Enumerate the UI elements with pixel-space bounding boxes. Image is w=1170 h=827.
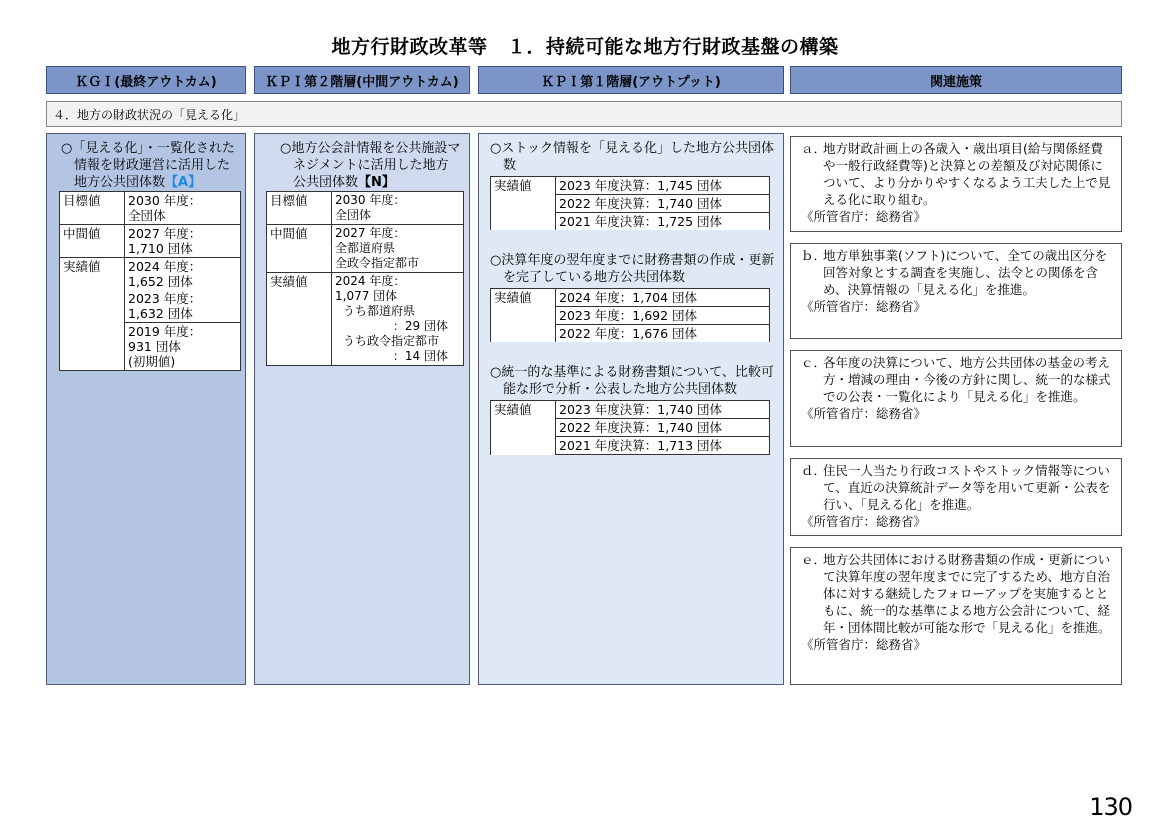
kgi-text: ○「見える化」・一覧化された情報を財政運営に活用した地方公共団体数 bbox=[61, 141, 235, 190]
measure-box-c bbox=[790, 350, 1122, 447]
actual-label: 実績値 bbox=[491, 401, 556, 455]
measure-ministry: 《所管省庁：総務省》 bbox=[801, 406, 927, 421]
table-row bbox=[267, 192, 464, 225]
actual-label: 実績値 bbox=[491, 289, 556, 343]
table-row bbox=[491, 289, 770, 307]
measure-ministry: 《所管省庁：総務省》 bbox=[801, 637, 927, 652]
kpi1-text: ○ストック情報を「見える化」した地方公共団体数 bbox=[490, 141, 774, 173]
mid-label: 中間値 bbox=[267, 225, 332, 273]
actual-value: 2021 年度決算：1,713 団体 bbox=[556, 437, 770, 455]
measure-text: 各年度の決算について、地方公共団体の基金の考え方・増減の理由・今後の方針に関し、統一的な様式での公表・一覧化により「見える化」を推進。 bbox=[823, 355, 1111, 404]
page-title: 地方行財政改革等 １．持続可能な地方行財政基盤の構築 bbox=[331, 36, 839, 58]
kpi1-item bbox=[490, 140, 778, 230]
section-title: ４．地方の財政状況の「見える化」 bbox=[46, 101, 1122, 127]
measure-ministry: 《所管省庁：総務省》 bbox=[801, 299, 927, 314]
measure-box-d bbox=[790, 458, 1122, 536]
measure-letter: ａ． bbox=[801, 141, 827, 156]
kpi1-item bbox=[490, 252, 778, 342]
kgi-column bbox=[46, 133, 246, 685]
kpi2-description bbox=[280, 140, 461, 191]
table-row bbox=[491, 177, 770, 195]
actual-value: 2023 年度決算：1,740 団体 bbox=[556, 401, 770, 419]
kpi1-column bbox=[478, 133, 784, 685]
measure-ministry: 《所管省庁：総務省》 bbox=[801, 514, 927, 529]
actual-value: 2021 年度決算：1,725 団体 bbox=[556, 213, 770, 231]
actual-value: 2022 年度決算：1,740 団体 bbox=[556, 195, 770, 213]
actual-value: 2022 年度決算：1,740 団体 bbox=[556, 419, 770, 437]
kpi1-table bbox=[490, 288, 770, 342]
actual-value: 2023 年度： 1,632 団体 bbox=[125, 290, 241, 323]
measure-letter: ｄ． bbox=[801, 463, 827, 478]
measure-letter: ｂ． bbox=[801, 248, 827, 263]
table-row bbox=[267, 273, 464, 366]
measure-box-e bbox=[790, 547, 1122, 685]
measure-text: 地方公共団体における財務書類の作成・更新について決算年度の翌年度までに完了するため、地方自治体に対する継続したフォローアップを実施するとともに、統一的な基準による地方公会計について、経年・団体間比較が可能な形で「見える化」を推進。 bbox=[823, 552, 1111, 635]
mid-value: 2027 年度： 1,710 団体 bbox=[125, 225, 241, 258]
kpi1-table bbox=[490, 176, 770, 230]
measure-text: 住民一人当たり行政コストやストック情報等について、直近の決算統計データ等を用いて更新・公表を行い、「見える化」を推進。 bbox=[823, 463, 1111, 512]
table-row bbox=[60, 225, 241, 258]
kpi1-table bbox=[490, 400, 770, 455]
target-label: 目標値 bbox=[60, 192, 125, 225]
mid-label: 中間値 bbox=[60, 225, 125, 258]
kpi1-item bbox=[490, 364, 778, 455]
measure-text: 地方財政計画上の各歳入・歳出項目(給与関係経費や一般行政経費等)と決算との差額及び対応関係について、より分かりやすくなるよう工夫した上で見える化に取り組む。 bbox=[823, 141, 1111, 207]
measure-box-a bbox=[790, 136, 1122, 232]
actual-value: 2024 年度： 1,077 団体 うち都道府県 ：29 団体 うち政令指定都市 ：14 団体 bbox=[332, 273, 464, 366]
actual-value: 2024 年度：1,704 団体 bbox=[556, 289, 770, 307]
kpi2-text: ○地方公会計情報を公共施設マネジメントに活用した地方公共団体数 bbox=[280, 141, 461, 190]
actual-value: 2019 年度： 931 団体 (初期値) bbox=[125, 323, 241, 371]
header-kgi: ＫＧＩ(最終アウトカム) bbox=[46, 66, 246, 94]
measure-letter: ｃ． bbox=[801, 355, 827, 370]
page-number: 130 bbox=[1089, 793, 1132, 821]
kpi1-text: ○統一的な基準による財務書類について、比較可能な形で分析・公表した地方公共団体数 bbox=[490, 365, 774, 397]
kgi-table bbox=[59, 191, 241, 371]
target-value: 2030 年度： 全団体 bbox=[125, 192, 241, 225]
measure-letter: ｅ． bbox=[801, 552, 827, 567]
kgi-tag: 【A】 bbox=[165, 175, 202, 190]
table-row bbox=[60, 192, 241, 225]
measure-ministry: 《所管省庁：総務省》 bbox=[801, 209, 927, 224]
actual-label: 実績値 bbox=[491, 177, 556, 231]
actual-value: 2023 年度：1,692 団体 bbox=[556, 307, 770, 325]
target-value: 2030 年度： 全団体 bbox=[332, 192, 464, 225]
actual-label: 実績値 bbox=[60, 258, 125, 371]
kpi2-column bbox=[254, 133, 470, 685]
target-label: 目標値 bbox=[267, 192, 332, 225]
measure-text: 地方単独事業(ソフト)について、全ての歳出区分を回答対象とする調査を実施し、法令との関係を含め、決算情報の「見える化」を推進。 bbox=[823, 248, 1108, 297]
header-measures: 関連施策 bbox=[790, 66, 1122, 94]
header-kpi1: ＫＰＩ第１階層(アウトプット) bbox=[478, 66, 784, 94]
actual-value: 2024 年度： 1,652 団体 bbox=[125, 258, 241, 291]
kpi2-table bbox=[266, 191, 464, 366]
table-row bbox=[267, 225, 464, 273]
header-kpi2: ＫＰＩ第２階層(中間アウトカム) bbox=[254, 66, 470, 94]
table-row bbox=[60, 258, 241, 291]
actual-value: 2023 年度決算：1,745 団体 bbox=[556, 177, 770, 195]
actual-value: 2022 年度：1,676 団体 bbox=[556, 325, 770, 343]
kpi2-tag: 【N】 bbox=[358, 175, 395, 190]
measure-box-b bbox=[790, 243, 1122, 339]
kpi1-text: ○決算年度の翌年度までに財務書類の作成・更新を完了している地方公共団体数 bbox=[490, 253, 775, 285]
mid-value: 2027 年度： 全都道府県 全政令指定都市 bbox=[332, 225, 464, 273]
table-row bbox=[491, 401, 770, 419]
actual-label: 実績値 bbox=[267, 273, 332, 366]
kgi-description bbox=[61, 140, 239, 191]
